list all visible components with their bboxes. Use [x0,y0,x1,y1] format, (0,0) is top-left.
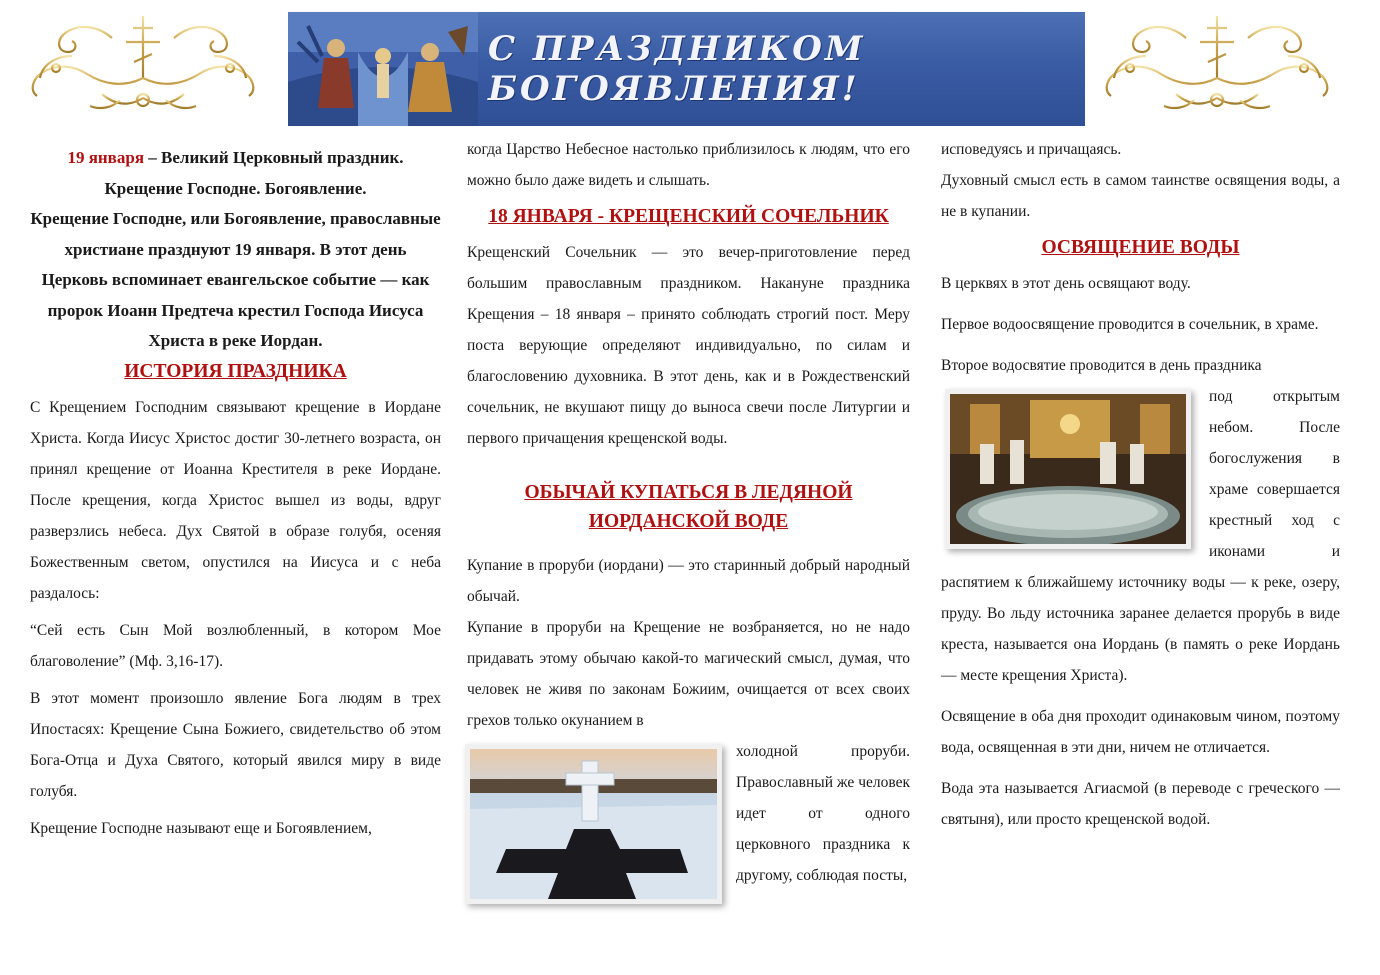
history-paragraph-3: Крещение Господне называют еще и Богоявлением, [30,819,372,837]
baptism-icon-image [288,12,478,126]
history-paragraph-1: С Крещением Господним связывают крещение в Иордане Христа. Когда Иисус Христос достиг 30-летнего возраста, он принял крещение от Иоанна Крестителя в реке Иордане. После крещения, когда Христос вышел из воды, вдруг разверзлись небеса. Дух Святой в образе голубя, осеняя Божественным светом, опустился на Иисуса и с неба раздалось: [30,398,441,602]
lead-date-rest: – Великий Церковный праздник. [144,148,404,167]
gold-cross-ornament-icon [1086,8,1348,116]
history-heading: ИСТОРИЯ ПРАЗДНИКА [124,360,347,382]
water-paragraph-4: Освящение в оба дня проходит одинаковым чином, поэтому вода, освященная в эти дни, ничем не отличается. [941,708,1340,756]
bathing-paragraph-1: Купание в проруби (иордани) — это старинный добрый народный обычай. [467,557,910,605]
water-paragraph-5: Вода эта называется Агиасмой (в переводе с греческого — святыня), или просто крещенской водой. [941,780,1340,828]
meaning-paragraph: Духовный смысл есть в самом таинстве освящения воды, а не в купании. [941,172,1340,220]
water-paragraph-2: Первое водоосвящение проводится в сочельник, в храме. [941,316,1319,333]
lead-date-line [30,143,441,174]
lead-paragraph: Крещение Господне, или Богоявление, православные христиане празднуют 19 января. В этот день Церковь вспоминает евангельское событие — как пророк Иоанн Предтеча крестил Господа Иисуса Христа в реке Иордан. [30,209,441,350]
banner-title: С ПРАЗДНИКОМ БОГОЯВЛЕНИЯ! [488,29,866,109]
lead-subtitle: Крещение Господне. Богоявление. [104,178,367,198]
ornament-right [1086,8,1348,116]
column-right [941,134,1340,835]
bathing-heading-line1: ОБЫЧАЙ КУПАТЬСЯ В ЛЕДЯНОЙ [524,482,853,503]
header-banner [288,12,1085,126]
date-highlight: 19 января [67,148,145,167]
water-heading: ОСВЯЩЕНИЕ ВОДЫ [1041,237,1240,258]
water-paragraph-3b: под открытым небом. После богослужения в храме совершается крестный ход с иконами и распятием к ближайшему источнику воды — к реке, озеру, пруду. Во льду источника заранее делается прорубь в виде креста, называется она Иордань (в память о реке Иордань — месте крещения Христа). [941,388,1340,684]
bathing-heading [467,478,910,536]
water-paragraph-3a: Второе водосвятие проводится в день праздника [941,357,1262,374]
bathing-paragraph-2b: холодной проруби. Православный же человек идет от одного церковного праздника к другому, соблюдая посты, [736,743,910,884]
church-blessing-photo [945,389,1191,549]
gold-cross-ornament-icon [12,8,274,116]
column-left [30,143,441,844]
eve-paragraph: Крещенский Сочельник — это вечер-приготовление перед большим православным праздником. Накануне праздника Крещения – 18 января – принято соблюдать строгий пост. Меру поста верующие определяют индивидуально, по силам и благословению духовника. В этот день, как и в Рождественский сочельник, не вкушают пищу до выноса свечи после Литургии и первого причащения крещенской воды. [467,244,910,447]
column-middle [467,134,910,908]
history-paragraph-2: В этот момент произошло явление Бога людям в трех Ипостасях: Крещение Сына Божиего, свидетельство об этом Бога-Отца и Духа Святого, который явился миру в виде голубя. [30,689,441,800]
ice-hole-cross-photo [465,744,722,904]
bathing-heading-line2: ИОРДАНСКОЙ ВОДЕ [588,511,789,532]
ornament-left [12,8,274,116]
history-quote: “Сей есть Сын Мой возлюбленный, в котором Мое благоволение” (Мф. 3,16-17). [30,621,441,670]
bathing-paragraph-2a: Купание в проруби на Крещение не возбраняется, но не надо придавать этому обычаю какой-то магический смысл, думая, что человек не живя по законам Божиим, очищается от всех своих грехов только окунанием в [467,619,910,729]
eve-heading: 18 ЯНВАРЯ - КРЕЩЕНСКИЙ СОЧЕЛЬНИК [488,206,889,227]
water-paragraph-1: В церквях в этот день освящают воду. [941,275,1191,292]
continued-paragraph-right: исповедуясь и причащаясь. [941,141,1122,158]
continued-paragraph: когда Царство Небесное настолько приблизилось к людям, что его можно было даже видеть и слышать. [467,141,910,189]
